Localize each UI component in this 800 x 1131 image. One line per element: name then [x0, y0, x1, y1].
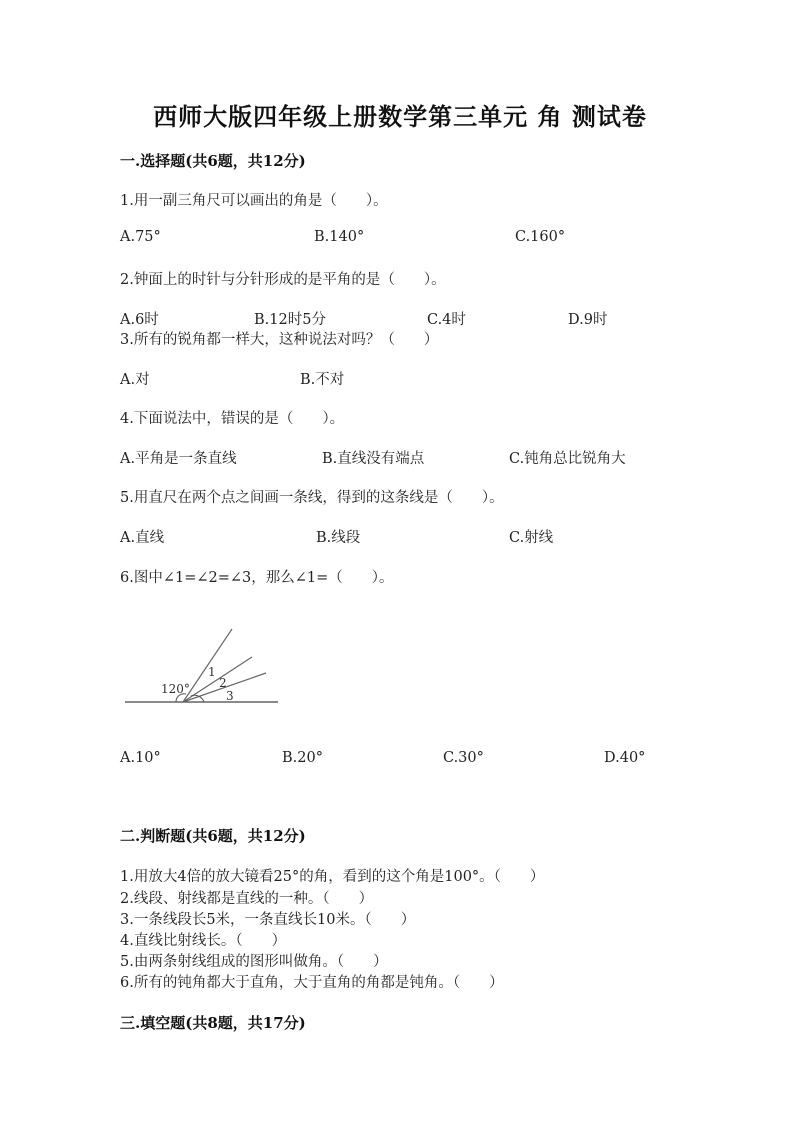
option: C.钝角总比锐角大 [509, 451, 626, 467]
question-stem: 4.下面说法中，错误的是（ ）。 [120, 411, 345, 427]
option: A.6时 [120, 312, 159, 328]
angle-figure [120, 620, 290, 710]
tf-item: 6.所有的钝角都大于直角，大于直角的角都是钝角。（ ） [120, 975, 504, 991]
option: C.160° [515, 229, 566, 245]
option: A.平角是一条直线 [120, 451, 237, 467]
option: B.140° [314, 229, 365, 245]
angle-label-3: 3 [226, 689, 234, 703]
option: B.20° [282, 750, 323, 766]
angle-label-2: 2 [219, 676, 227, 690]
option: B.线段 [316, 530, 361, 546]
tf-item: 5.由两条射线组成的图形叫做角。（ ） [120, 954, 388, 970]
option: B.12时5分 [254, 312, 326, 328]
option: C.4时 [427, 312, 466, 328]
option: A.75° [120, 229, 161, 245]
question-stem: 5.用直尺在两个点之间画一条线，得到的这条线是（ ）。 [120, 490, 504, 506]
tf-item: 3.一条线段长5米，一条直线长10米。（ ） [120, 912, 416, 928]
tf-item: 1.用放大4倍的放大镜看25°的角，看到的这个角是100°。（ ） [120, 869, 545, 885]
option: A.10° [120, 750, 161, 766]
option: C.30° [443, 750, 484, 766]
angle-label-1: 1 [208, 665, 216, 679]
option: B.直线没有端点 [322, 451, 425, 467]
option: C.射线 [509, 530, 554, 546]
question-stem: 6.图中∠1=∠2=∠3，那么∠1=（ ）。 [120, 570, 394, 586]
section-heading-fill-blank: 三.填空题(共8题，共17分) [120, 1014, 306, 1032]
tf-item: 2.线段、射线都是直线的一种。（ ） [120, 891, 374, 907]
angle-label-120: 120° [161, 682, 190, 696]
option: D.40° [604, 750, 646, 766]
tf-item: 4.直线比射线长。（ ） [120, 933, 287, 949]
page-title: 西师大版四年级上册数学第三单元 角 测试卷 [153, 102, 647, 131]
option: D.9时 [568, 312, 608, 328]
section-heading-true-false: 二.判断题(共6题，共12分) [120, 827, 306, 845]
option: A.对 [120, 372, 150, 388]
section-heading-choice: 一.选择题(共6题，共12分) [120, 152, 306, 170]
question-stem: 3.所有的锐角都一样大，这种说法对吗？（ ） [120, 332, 439, 348]
option: B.不对 [300, 372, 345, 388]
question-stem: 2.钟面上的时针与分针形成的是平角的是（ ）。 [120, 272, 446, 288]
option: A.直线 [120, 530, 165, 546]
question-stem: 1.用一副三角尺可以画出的角是（ ）。 [120, 193, 388, 209]
